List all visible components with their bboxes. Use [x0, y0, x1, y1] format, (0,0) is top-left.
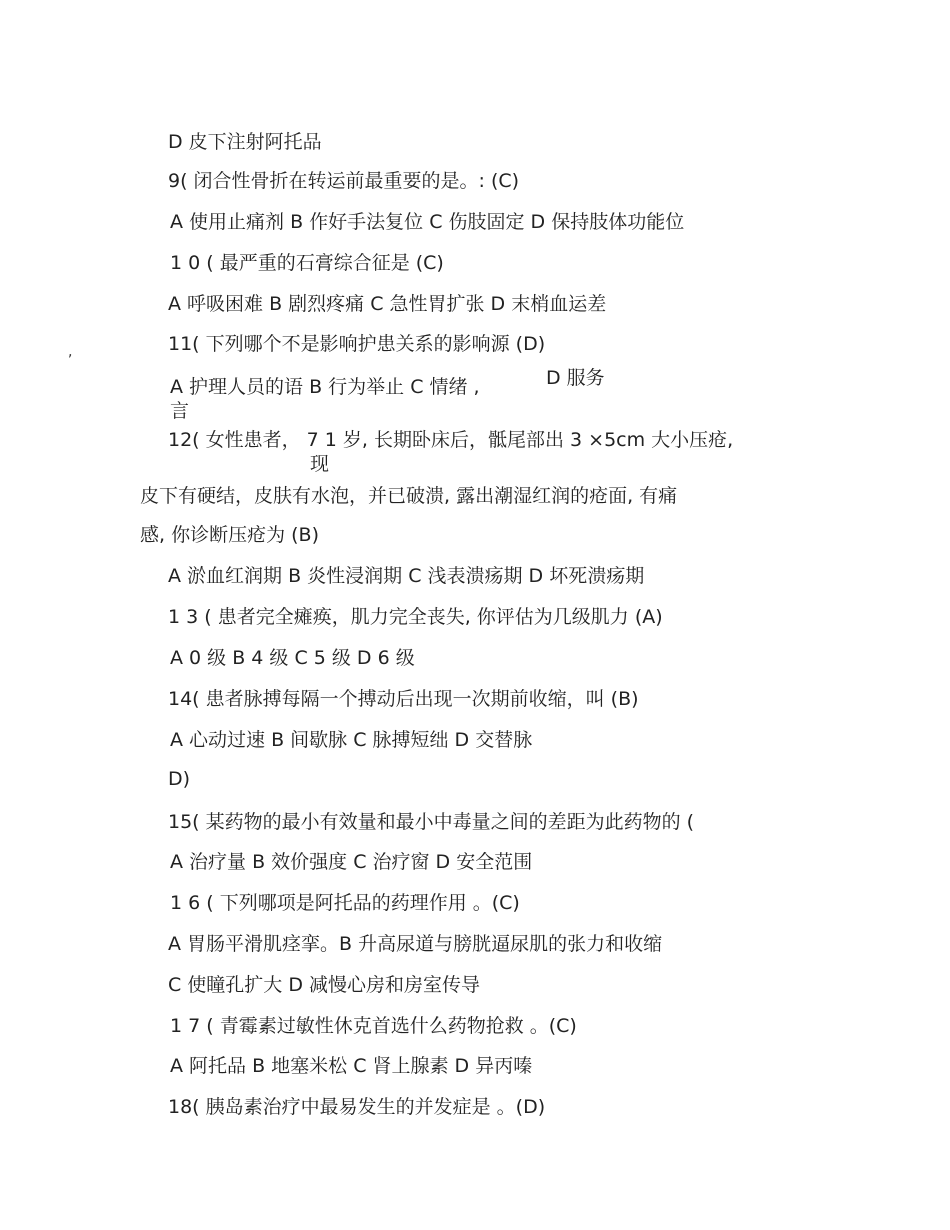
question-12-cont: 感, 你诊断压疮为 (B) [140, 524, 319, 546]
question-17: 1 7 ( 青霉素过敏性休克首选什么药物抢救 。(C) [170, 1015, 577, 1037]
options-15: A 治疗量 B 效价强度 C 治疗窗 D 安全范围 [170, 851, 533, 873]
stray-mark: , [68, 344, 73, 360]
options-12: A 淤血红润期 B 炎性浸润期 C 浅表溃疡期 D 坏死溃疡期 [168, 565, 645, 587]
question-13: 1 3 ( 患者完全瘫痪，肌力完全丧失, 你评估为几级肌力 (A) [168, 606, 663, 628]
options-16: A 胃肠平滑肌痉挛。B 升高尿道与膀胱逼尿肌的张力和收缩 [168, 933, 663, 955]
text-line: D) [168, 768, 191, 790]
question-12: 12( 女性患者， 7 1 岁, 长期卧床后，骶尾部出 3 ×5cm 大小压疮, [168, 429, 734, 451]
options-10: A 呼吸困难 B 剧烈疼痛 C 急性胃扩张 D 末梢血运差 [168, 293, 607, 315]
options-13: A 0 级 B 4 级 C 5 级 D 6 级 [170, 647, 415, 669]
question-11: 11( 下列哪个不是影响护患关系的影响源 (D) [168, 333, 546, 355]
question-9: 9( 闭合性骨折在转运前最重要的是。: (C) [168, 170, 520, 192]
question-14: 14( 患者脉搏每隔一个搏动后出现一次期前收缩，叫 (B) [168, 688, 639, 710]
options-16-cont: C 使瞳孔扩大 D 减慢心房和房室传导 [168, 974, 481, 996]
options-11-d: D 服务 [546, 367, 605, 389]
question-12-cont: 皮下有硬结，皮肤有水泡，并已破溃, 露出潮湿红润的疮面, 有痛 [140, 485, 678, 507]
options-17: A 阿托品 B 地塞米松 C 肾上腺素 D 异丙嗪 [170, 1055, 533, 1077]
options-14: A 心动过速 B 间歇脉 C 脉搏短绌 D 交替脉 [170, 729, 533, 751]
question-18: 18( 胰岛素治疗中最易发生的并发症是 。(D) [168, 1096, 546, 1118]
options-11: A 护理人员的语 B 行为举止 C 情绪 , [170, 376, 480, 398]
text-line: D 皮下注射阿托品 [168, 131, 322, 153]
options-9: A 使用止痛剂 B 作好手法复位 C 伤肢固定 D 保持肢体功能位 [170, 211, 685, 233]
question-15: 15( 某药物的最小有效量和最小中毒量之间的差距为此药物的 ( [168, 811, 695, 833]
question-16: 1 6 ( 下列哪项是阿托品的药理作用 。(C) [170, 892, 520, 914]
options-11-wrap: 言 [170, 400, 190, 422]
question-10: 1 0 ( 最严重的石膏综合征是 (C) [170, 252, 444, 274]
question-12-wrap: 现 [310, 453, 330, 475]
